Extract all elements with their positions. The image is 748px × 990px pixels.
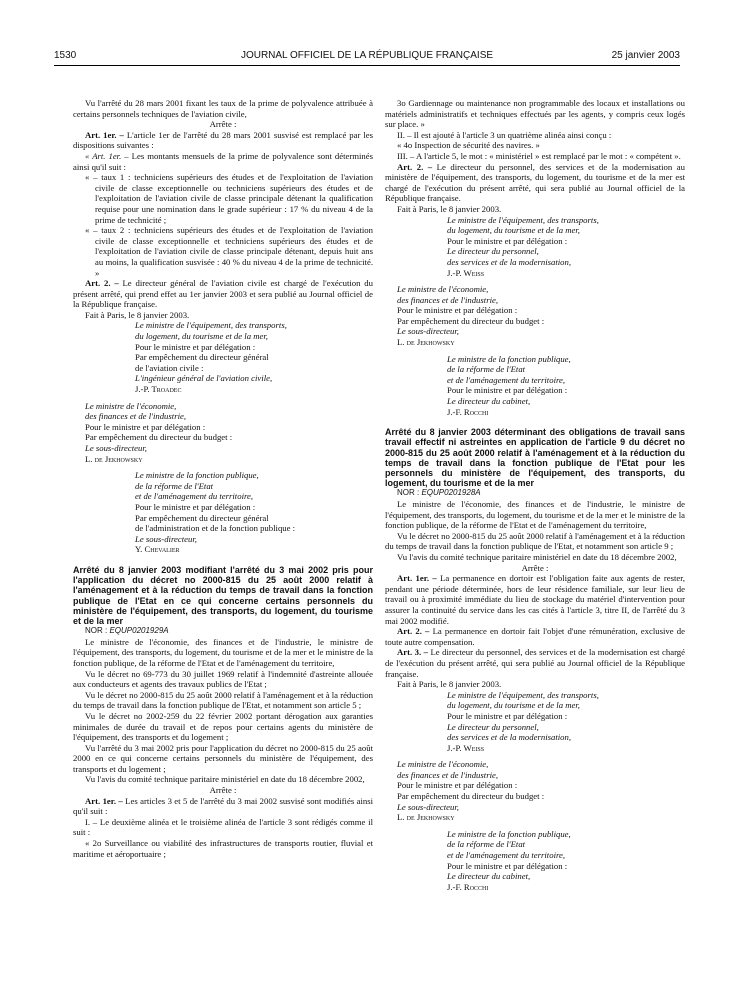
signature-line: Pour le ministre et par délégation : [447, 860, 568, 871]
paragraph: 3o Gardiennage ou maintenance non programmable des locaux et installations ou matériels administratifs et techniques effectués par les agents, y compris ceux logés sur place. » [385, 98, 685, 130]
article-text: Le directeur général de l'aviation civile est chargé de l'exécution du présent arrêté, qui prend effet au 1er janvier 2003 et sera publié au Journal officiel de la République française. [73, 278, 373, 310]
signature-date: Fait à Paris, le 8 janvier 2003. [397, 679, 502, 690]
signature-block [385, 284, 685, 348]
signature-block [385, 215, 685, 279]
decree-title: Arrêté du 8 janvier 2003 modifiant l'arrêté du 3 mai 2002 pris pour l'application du décret no 2000-815 du 25 août 2000 relatif à l'aménagement et à la réduction du temps de travail dans la fonction publique de l'Etat en ce qui concerne certains personnels du ministère de l'équipement, des transports, du logement, du tourisme et de la mer [73, 564, 373, 626]
signature-line: Le directeur du personnel, [447, 246, 539, 257]
article-label: « Art. 1er. – [85, 150, 129, 161]
list-item: « – taux 1 : techniciens supérieurs des études et de l'exploitation de l'aviation civile de classe exceptionnelle ou techniciens supérieurs des études et de l'exploitation de l'aviation civile de classe principale détenant la qualification requise pour une nomination dans le grade supérieur : 17 % du niveau 4 de la prime de technicité ; [85, 172, 373, 225]
signature-line: du logement, du tourisme et de la mer, [135, 331, 268, 342]
signature-block [73, 470, 373, 555]
signature-date: Fait à Paris, le 8 janvier 2003. [397, 203, 502, 214]
article-text: L'article 1er de l'arrêté du 28 mars 2001 susvisé est remplacé par les dispositions suivantes : [73, 129, 374, 151]
paragraph: Vu le décret no 2000-815 du 25 août 2000 relatif à l'aménagement et à la réduction du temps de travail dans la fonction publique de l'Etat, et notamment son article 5 ; [73, 689, 373, 711]
article-label: Art. 1er. – [397, 573, 437, 584]
signature-line: Le ministre de l'équipement, des transports, [135, 320, 287, 331]
article [73, 130, 373, 151]
signature-block [385, 354, 685, 418]
article-text: Le directeur du personnel, des services et de la modernisation au ministère de l'équipement, des transports, du logement, du tourisme et de la mer est chargé de l'exécution du présent arrêté, qui sera publié au Journal officiel de la République française. [385, 161, 685, 204]
signature-block [385, 690, 685, 754]
paragraph: Vu l'avis du comité technique paritaire ministériel en date du 18 décembre 2002, [85, 774, 365, 785]
signature-line: Le directeur du personnel, [447, 721, 539, 732]
article [385, 573, 685, 626]
signature-line: Pour le ministre et par délégation : [447, 710, 568, 721]
issue-date: 25 janvier 2003 [611, 50, 680, 61]
article [385, 626, 685, 647]
page-number: 1530 [54, 50, 77, 61]
signatory-name: L. de Jekhowsky [397, 337, 455, 348]
list-item: « – taux 2 : techniciens supérieurs des études et de l'exploitation de l'aviation civile de classe exceptionnelle et techniciens supérieurs des études et de l'exploitation de l'aviation civile de classe principale détenant, depuis huit ans au moins, la qualification susvisée : 40 % du niveau 4 de la prime de technicité. » [85, 225, 373, 278]
signature-line: Le ministre de la fonction publique, [447, 828, 571, 839]
signature-block [385, 759, 685, 823]
paragraph: Vu le décret no 2000-815 du 25 août 2000 relatif à l'aménagement et à la réduction du temps de travail dans la fonction publique de l'Etat, et notamment son article 9 ; [385, 530, 685, 552]
signatory-name: L. de Jekhowsky [85, 453, 143, 464]
paragraph: « 4o Inspection de sécurité des navires. » [397, 140, 540, 151]
signature-line: des services et de la modernisation, [447, 256, 572, 267]
paragraph: Vu l'arrêté du 3 mai 2002 pris pour l'application du décret no 2000-815 du 25 août 2000 en ce qui concerne certains personnels du ministère de l'équipement, des transports et du logement ; [73, 742, 373, 774]
signature-line: Pour le ministre et par délégation : [397, 305, 518, 316]
signatory-name: J.-F. Rocchi [447, 406, 489, 417]
signatory-name: Y. Chevalier [135, 544, 180, 555]
signature-line: Par empêchement du directeur du budget : [397, 315, 545, 326]
page-header [54, 50, 680, 64]
article-label: Art. 2. – [397, 626, 430, 637]
paragraph: Le ministre de l'économie, des finances et de l'industrie, le ministre de l'équipement, des transports, du logement, du tourisme et de la mer et le ministre de la fonction publique, de la réforme de l'Etat et de l'aménagement du territoire, [385, 499, 685, 531]
signature-line: Pour le ministre et par délégation : [447, 235, 568, 246]
signature-line: des finances et de l'industrie, [85, 411, 187, 422]
signature-line: Le ministre de l'équipement, des transports, [447, 689, 599, 700]
signature-line: des services et de la modernisation, [447, 732, 572, 743]
signature-line: Le directeur du cabinet, [447, 871, 531, 882]
signature-block [385, 829, 685, 893]
paragraph: Vu l'arrêté du 28 mars 2001 fixant les taux de la prime de polyvalence attribuée à certains personnels techniques de l'aviation civile, [73, 98, 373, 119]
article [73, 278, 373, 310]
signature-line: du logement, du tourisme et de la mer, [447, 700, 580, 711]
paragraph: Vu l'avis du comité technique paritaire ministériel en date du 18 décembre 2002, [397, 552, 677, 562]
left-column [73, 98, 373, 859]
signatory-name: J.-F. Rocchi [447, 881, 489, 892]
journal-title: JOURNAL OFFICIEL DE LA RÉPUBLIQUE FRANÇAISE [240, 50, 494, 61]
decree-title: Arrêté du 8 janvier 2003 déterminant des obligations de travail sans travail effectif ni astreintes en application de l'article 9 du décret no 2000-815 du 25 août 2000 relatif à l'aménagement et à la réduction du temps de travail dans la fonction publique de l'Etat pour les personnels du ministère de l'équipement, des transports, du logement, du tourisme et de la mer [385, 427, 685, 489]
signature-line: Le ministre de l'économie, [397, 284, 489, 295]
article-text: La permanence en dortoir est l'obligation faite aux agents de rester, pendant une période déterminée, hors de leur résidence familiale, sur leur lieu de travail ou à proximité immédiate du lieu de stockage du matériel d'intervention pour assurer la continuité du service dans les cas cités à l'article 3, titre II, de l'arrêté du 3 mai 2002 modifié. [385, 573, 686, 626]
signatory-name: J.-P. Troadec [135, 384, 182, 395]
paragraph: Vu le décret no 2002-259 du 22 février 2002 portant dérogation aux garanties minimales de durée du travail et de repos pour certains agents du ministère de l'équipement, des transports et du logement ; [73, 710, 373, 743]
signature-line: de l'administration et de la fonction publique : [135, 523, 296, 534]
signature-line: Pour le ministre et par délégation : [447, 385, 568, 396]
signature-line: Par empêchement du directeur général [135, 512, 269, 523]
signature-line: Par empêchement du directeur général [135, 352, 269, 363]
article [73, 796, 373, 817]
article [73, 151, 373, 172]
paragraph: Vu le décret no 69-773 du 30 juillet 1969 relatif à l'indemnité d'astreinte allouée aux conducteurs et agents des travaux publics de l'Etat ; [73, 668, 373, 690]
signature-line: et de l'aménagement du territoire, [447, 374, 566, 385]
signature-block [73, 401, 373, 465]
nor-code: EQUP0201929A [109, 626, 169, 636]
header-rule [54, 65, 680, 66]
signature-line: Pour le ministre et par délégation : [135, 341, 256, 352]
nor-code: EQUP0201928A [421, 488, 481, 498]
signature-line: de la réforme de l'Etat [447, 364, 526, 375]
article-text: Les montants mensuels de la prime de polyvalence sont déterminés ainsi qu'il suit : [73, 150, 373, 172]
paragraph: I. – Le deuxième alinéa et le troisième alinéa de l'article 3 sont rédigés comme il suit : [73, 816, 373, 838]
article-label: Art. 3. – [397, 647, 429, 658]
signature-line: Le ministre de la fonction publique, [447, 353, 571, 364]
signature-line: de la réforme de l'Etat [135, 480, 214, 491]
article-label: Art. 2. – [397, 161, 433, 172]
signature-line: Le ministre de l'équipement, des transports, [447, 214, 599, 225]
signature-line: du logement, du tourisme et de la mer, [447, 225, 580, 236]
signature-line: Le sous-directeur, [397, 326, 459, 337]
signature-line: et de l'aménagement du territoire, [135, 491, 254, 502]
signatory-name: J.-P. Weiss [447, 742, 485, 753]
signature-line: Pour le ministre et par délégation : [397, 780, 518, 791]
signature-line: Le sous-directeur, [397, 801, 459, 812]
paragraph: Le ministre de l'économie, des finances et de l'industrie, le ministre de l'équipement, des transports, du logement, du tourisme et de la mer et le ministre de la fonction publique, de la réforme de l'Etat et de l'aménagement du territoire, [73, 636, 373, 668]
signature-line: Le ministre de l'économie, [85, 400, 177, 411]
signature-line: Pour le ministre et par délégation : [85, 421, 206, 432]
signature-date: Fait à Paris, le 8 janvier 2003. [85, 309, 190, 320]
arrete-heading: Arrête : [521, 562, 549, 573]
signature-line: Le sous-directeur, [85, 443, 147, 453]
signature-line: L'ingénieur général de l'aviation civile, [135, 373, 273, 384]
paragraph: III. – A l'article 5, le mot : « ministériel » est remplacé par le mot : « compétent ». [397, 150, 681, 161]
signature-line: Par empêchement du directeur du budget : [397, 791, 545, 802]
article-label: Art. 2. – [85, 278, 119, 289]
signature-line: de la réforme de l'Etat [447, 839, 526, 850]
signatory-name: L. de Jekhowsky [397, 812, 455, 823]
article [385, 647, 685, 679]
article-label: Art. 1er. – [85, 795, 123, 806]
signature-line: Le ministre de la fonction publique, [135, 470, 259, 481]
signature-line: Le directeur du cabinet, [447, 396, 531, 407]
paragraph: II. – Il est ajouté à l'article 3 un quatrième alinéa ainsi conçu : [397, 129, 612, 140]
article-label: Art. 1er. – [85, 129, 124, 140]
article-text: Le directeur du personnel, des services et de la modernisation est chargé de l'exécution du présent arrêté, qui sera publié au Journal officiel de la République française. [385, 647, 686, 679]
arrete-heading: Arrête : [209, 785, 237, 796]
signature-line: des finances et de l'industrie, [397, 769, 499, 780]
signature-line: des finances et de l'industrie, [397, 294, 499, 305]
signature-line: Le sous-directeur, [135, 533, 197, 544]
signatory-name: J.-P. Weiss [447, 267, 485, 278]
article-text: Les articles 3 et 5 de l'arrêté du 3 mai 2002 susvisé sont modifiés ainsi qu'il suit : [73, 795, 374, 817]
signature-line: et de l'aménagement du territoire, [447, 850, 566, 861]
article-text: La permanence en dortoir fait l'objet d'une rémunération, exclusive de toute autre compensation. [385, 626, 685, 647]
right-column [385, 98, 685, 892]
signature-line: Pour le ministre et par délégation : [135, 501, 256, 512]
signature-block [73, 320, 373, 394]
nor-reference: NOR : EQUP0201928A [397, 488, 481, 498]
article [385, 162, 685, 204]
signature-line: Par empêchement du directeur du budget : [85, 432, 233, 443]
nor-reference: NOR : EQUP0201929A [85, 626, 169, 636]
paragraph: « 2o Surveillance ou viabilité des infrastructures de transports routier, fluvial et maritime et aéroportuaire ; [73, 838, 373, 859]
signature-line: Le ministre de l'économie, [397, 759, 489, 770]
signature-line: de l'aviation civile : [135, 362, 204, 373]
arrete-heading: Arrête : [209, 119, 237, 130]
